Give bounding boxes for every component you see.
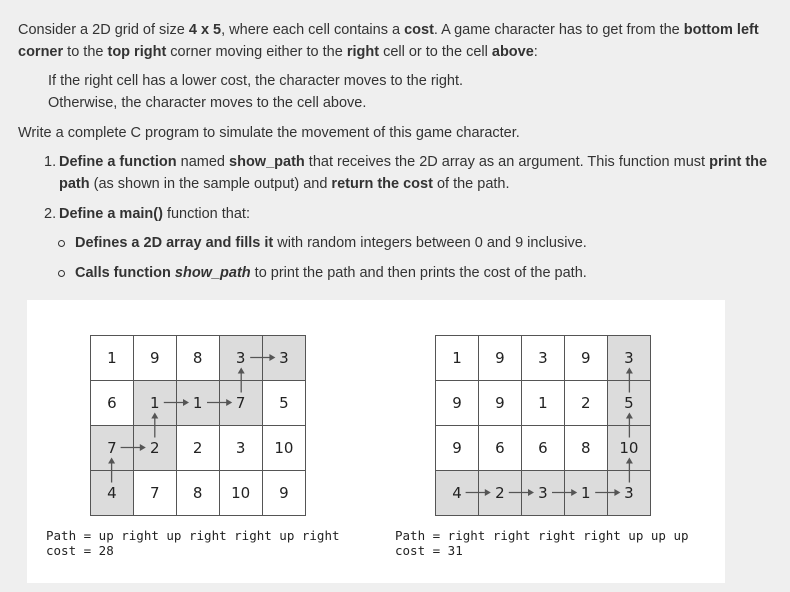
grid-cell: 2 xyxy=(478,471,521,516)
grid-row xyxy=(436,471,651,516)
grid-cell: 3 xyxy=(219,336,262,381)
grid-cell: 9 xyxy=(436,426,479,471)
grid-cell: 7 xyxy=(219,381,262,426)
grid-cell: 1 xyxy=(521,381,564,426)
grid-cell: 3 xyxy=(262,336,305,381)
grid-cell: 9 xyxy=(436,381,479,426)
grid-cell: 6 xyxy=(521,426,564,471)
grid-row xyxy=(436,336,651,381)
grid-row xyxy=(91,471,306,516)
bullet-circle-icon xyxy=(58,240,65,247)
grid-cell: 1 xyxy=(436,336,479,381)
step-number: 1. xyxy=(44,154,57,170)
bullet-circle-icon xyxy=(58,270,65,277)
grid-cell: 3 xyxy=(219,426,262,471)
cost-line: cost = 31 xyxy=(395,543,463,558)
grid-row xyxy=(91,426,306,471)
grid-cell: 6 xyxy=(91,381,134,426)
example-figure xyxy=(27,300,725,583)
grid-cell: 10 xyxy=(607,426,650,471)
step-number: 2. xyxy=(44,206,57,222)
grid-cell: 9 xyxy=(478,381,521,426)
path-line: Path = up right up right right up right xyxy=(46,528,340,543)
example-2-output xyxy=(395,528,689,558)
cost-line: cost = 28 xyxy=(46,543,114,558)
grid-cell: 3 xyxy=(607,471,650,516)
grid-row xyxy=(436,426,651,471)
grid-cell: 5 xyxy=(607,381,650,426)
grid-cell: 2 xyxy=(564,381,607,426)
grid-cell: 1 xyxy=(91,336,134,381)
grid-cell: 3 xyxy=(607,336,650,381)
grid-cell: 5 xyxy=(262,381,305,426)
grid-cell: 1 xyxy=(133,381,176,426)
grid-cell: 8 xyxy=(564,426,607,471)
task-statement: Write a complete C program to simulate the movement of this game character. xyxy=(18,125,520,141)
example-grid-1 xyxy=(90,335,306,516)
grid-cell: 4 xyxy=(436,471,479,516)
grid-cell: 9 xyxy=(478,336,521,381)
grid-cell: 3 xyxy=(521,336,564,381)
grid-cell: 4 xyxy=(91,471,134,516)
grid-cell: 8 xyxy=(176,471,219,516)
grid-cell: 9 xyxy=(564,336,607,381)
grid-cell: 10 xyxy=(262,426,305,471)
grid-cell: 9 xyxy=(262,471,305,516)
grid-cell: 7 xyxy=(133,471,176,516)
grid-cell: 8 xyxy=(176,336,219,381)
grid-cell: 9 xyxy=(133,336,176,381)
bullet-fill-array: Defines a 2D array and fills it with random integers between 0 and 9 inclusive. xyxy=(56,232,587,254)
grid-cell: 3 xyxy=(521,471,564,516)
grid-cell: 6 xyxy=(478,426,521,471)
grid-cell: 7 xyxy=(91,426,134,471)
grid-cell: 10 xyxy=(219,471,262,516)
grid-cell: 1 xyxy=(176,381,219,426)
step-1: 1. Define a function named show_path that receives the 2D array as an argument. This function must print the path (as shown in the sample output) and return the cost of the path. xyxy=(44,151,776,195)
grid-cell: 2 xyxy=(133,426,176,471)
grid-cell: 2 xyxy=(176,426,219,471)
grid-row xyxy=(91,381,306,426)
grid-cell: 1 xyxy=(564,471,607,516)
intro-paragraph: Consider a 2D grid of size 4 x 5, where each cell contains a cost. A game character has to get from the bottom left corner to the top right corner moving either to the right cell or to the cell above: xyxy=(18,22,759,60)
bullet-call-function: Calls function show_path to print the path and then prints the cost of the path. xyxy=(56,262,587,284)
step-2: 2. Define a main() function that: xyxy=(44,203,776,225)
example-grid-2 xyxy=(435,335,651,516)
rule-up: Otherwise, the character moves to the cell above. xyxy=(48,95,367,111)
grid-row xyxy=(436,381,651,426)
example-1-output xyxy=(46,528,340,558)
rule-right: If the right cell has a lower cost, the character moves to the right. xyxy=(48,73,464,89)
path-line: Path = right right right right up up up xyxy=(395,528,689,543)
grid-row xyxy=(91,336,306,381)
